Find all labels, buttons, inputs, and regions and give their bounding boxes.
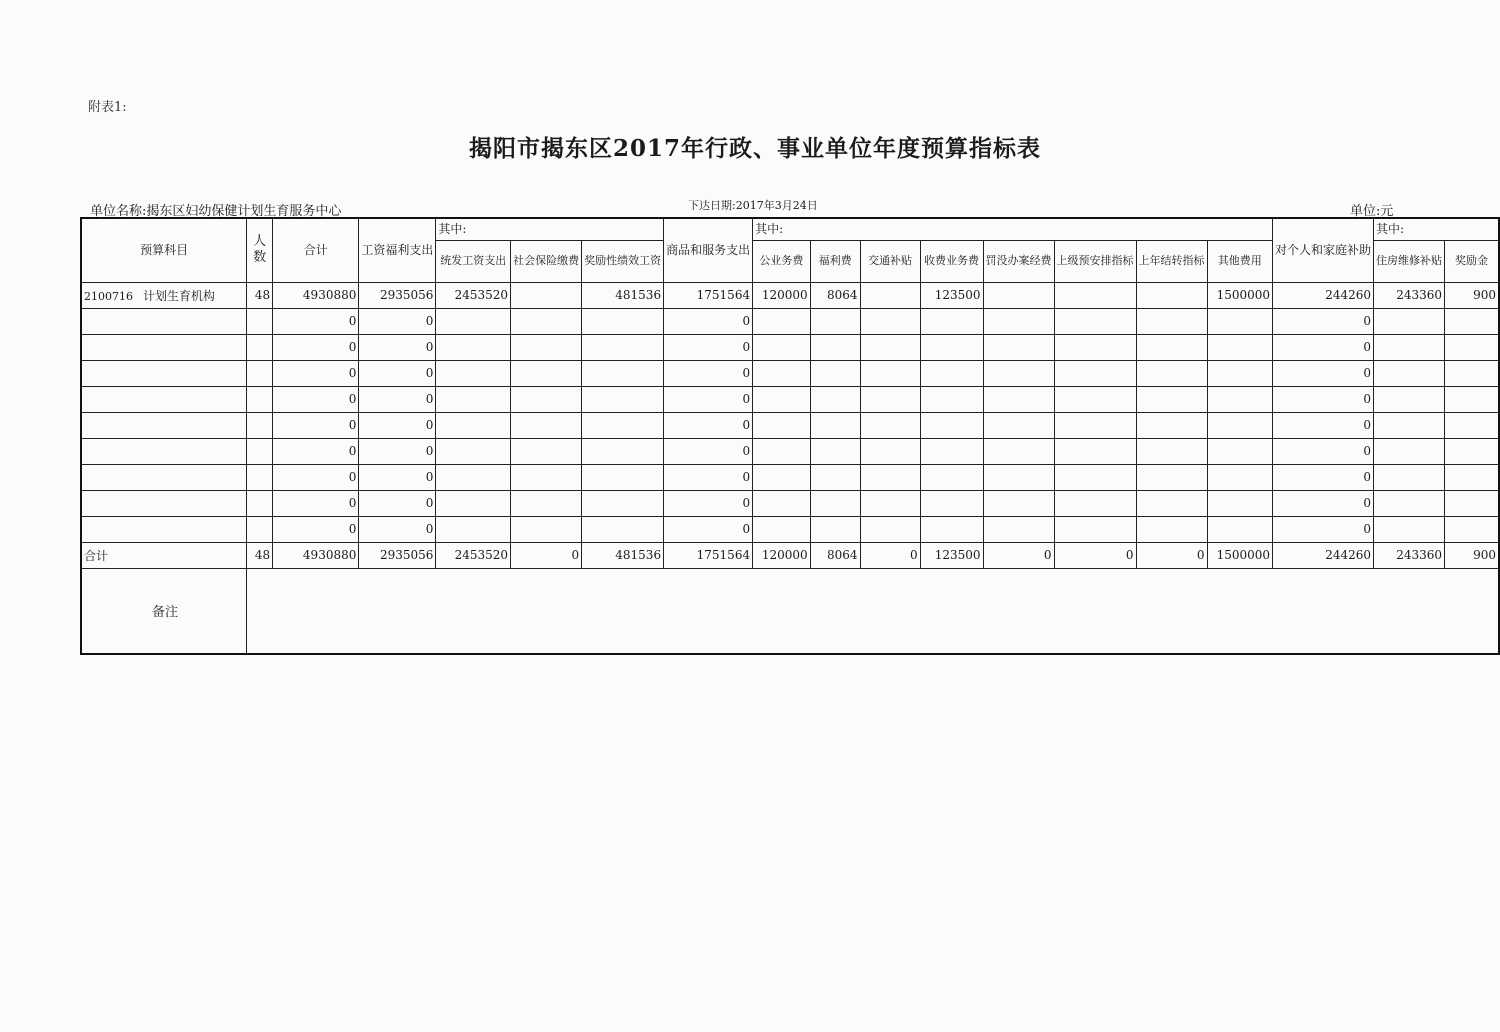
cell-bonus: [1445, 360, 1499, 386]
col-bonus: 奖励金: [1445, 240, 1499, 282]
cell-basic-wage: [436, 438, 511, 464]
row-subject: [81, 360, 247, 386]
cell-welfare: [810, 516, 860, 542]
col-personal-family: 对个人和家庭补助: [1273, 218, 1374, 282]
totals-social-insurance: 0: [511, 542, 582, 568]
budget-table: [80, 217, 1500, 655]
cell-social-insurance: [511, 464, 582, 490]
cell-headcount: [247, 490, 273, 516]
cell-performance-pay: 481536: [582, 282, 664, 308]
cell-transport: [860, 438, 920, 464]
cell-social-insurance: [511, 308, 582, 334]
cell-wage-welfare: 0: [359, 334, 436, 360]
cell-carryover: [1136, 386, 1207, 412]
table-row: [81, 438, 1499, 464]
cell-office: [753, 360, 811, 386]
cell-total: 0: [273, 334, 359, 360]
cell-fee-business: [920, 490, 983, 516]
totals-goods-services: 1751564: [664, 542, 753, 568]
cell-office: 120000: [753, 282, 811, 308]
col-basic-wage: 统发工资支出: [436, 240, 511, 282]
cell-office: [753, 386, 811, 412]
totals-transport: 0: [860, 542, 920, 568]
cell-carryover: [1136, 360, 1207, 386]
cell-transport: [860, 490, 920, 516]
cell-wage-welfare: 0: [359, 386, 436, 412]
cell-personal-family: 0: [1273, 438, 1374, 464]
cell-total: 0: [273, 386, 359, 412]
cell-performance-pay: [582, 360, 664, 386]
cell-office: [753, 516, 811, 542]
totals-wage-welfare: 2935056: [359, 542, 436, 568]
cell-headcount: [247, 438, 273, 464]
cell-other-costs: [1207, 308, 1273, 334]
cell-transport: [860, 516, 920, 542]
cell-personal-family: 0: [1273, 386, 1374, 412]
cell-welfare: [810, 334, 860, 360]
row-subject: [81, 386, 247, 412]
cell-bonus: [1445, 438, 1499, 464]
cell-basic-wage: [436, 464, 511, 490]
row-subject: [81, 490, 247, 516]
table-row: [81, 490, 1499, 516]
cell-goods-services: 0: [664, 360, 753, 386]
totals-label: 合计: [81, 542, 247, 568]
totals-personal-family: 244260: [1273, 542, 1374, 568]
table-row: [81, 334, 1499, 360]
subject-code: 2100716: [84, 289, 133, 303]
cell-headcount: [247, 386, 273, 412]
cell-fines-cases: [983, 412, 1054, 438]
cell-carryover: [1136, 464, 1207, 490]
cell-performance-pay: [582, 412, 664, 438]
cell-office: [753, 412, 811, 438]
cell-wage-welfare: 0: [359, 438, 436, 464]
row-subject: [81, 282, 247, 308]
subject-name: 计划生育机构: [143, 288, 216, 303]
cell-fines-cases: [983, 386, 1054, 412]
cell-superior-budget: [1054, 438, 1136, 464]
cell-fee-business: [920, 516, 983, 542]
cell-basic-wage: [436, 516, 511, 542]
totals-performance-pay: 481536: [582, 542, 664, 568]
col-headcount: 人数: [247, 218, 273, 282]
cell-welfare: [810, 360, 860, 386]
totals-housing-repair: 243360: [1374, 542, 1445, 568]
col-performance-pay: 奖励性绩效工资: [582, 240, 664, 282]
cell-housing-repair: [1374, 438, 1445, 464]
cell-personal-family: 0: [1273, 464, 1374, 490]
cell-fines-cases: [983, 308, 1054, 334]
cell-social-insurance: [511, 282, 582, 308]
cell-transport: [860, 412, 920, 438]
cell-superior-budget: [1054, 308, 1136, 334]
cell-social-insurance: [511, 334, 582, 360]
cell-superior-budget: [1054, 282, 1136, 308]
cell-bonus: [1445, 334, 1499, 360]
cell-welfare: [810, 412, 860, 438]
cell-personal-family: 0: [1273, 334, 1374, 360]
cell-office: [753, 438, 811, 464]
cell-basic-wage: [436, 490, 511, 516]
col-office: 公业务费: [753, 240, 811, 282]
cell-social-insurance: [511, 386, 582, 412]
cell-superior-budget: [1054, 412, 1136, 438]
totals-basic-wage: 2453520: [436, 542, 511, 568]
row-subject: [81, 438, 247, 464]
totals-bonus: 900: [1445, 542, 1499, 568]
cell-wage-welfare: 0: [359, 412, 436, 438]
cell-other-costs: [1207, 334, 1273, 360]
issue-date: 下达日期:2017年3月24日: [688, 199, 818, 212]
col-wage-welfare: 工资福利支出: [359, 218, 436, 282]
cell-headcount: 48: [247, 282, 273, 308]
table-row: [81, 360, 1499, 386]
cell-housing-repair: [1374, 308, 1445, 334]
table-row: [81, 464, 1499, 490]
cell-personal-family: 0: [1273, 412, 1374, 438]
cell-other-costs: [1207, 360, 1273, 386]
cell-personal-family: 0: [1273, 308, 1374, 334]
cell-other-costs: [1207, 516, 1273, 542]
cell-bonus: 900: [1445, 282, 1499, 308]
cell-headcount: [247, 360, 273, 386]
cell-social-insurance: [511, 360, 582, 386]
cell-carryover: [1136, 282, 1207, 308]
cell-fines-cases: [983, 438, 1054, 464]
cell-office: [753, 464, 811, 490]
cell-wage-welfare: 0: [359, 360, 436, 386]
cell-total: 0: [273, 438, 359, 464]
cell-fee-business: [920, 438, 983, 464]
cell-fee-business: [920, 334, 983, 360]
cell-bonus: [1445, 490, 1499, 516]
cell-wage-welfare: 0: [359, 490, 436, 516]
row-subject: [81, 464, 247, 490]
cell-total: 0: [273, 464, 359, 490]
cell-fee-business: [920, 464, 983, 490]
cell-other-costs: [1207, 438, 1273, 464]
cell-office: [753, 308, 811, 334]
currency-unit: 单位:元: [1350, 204, 1394, 219]
cell-basic-wage: [436, 360, 511, 386]
col-total: 合计: [273, 218, 359, 282]
cell-transport: [860, 360, 920, 386]
table-body: [81, 282, 1499, 542]
col-transport: 交通补贴: [860, 240, 920, 282]
unit-name: 单位名称:揭东区妇幼保健计划生育服务中心: [90, 204, 342, 219]
cell-goods-services: 0: [664, 438, 753, 464]
cell-goods-services: 0: [664, 412, 753, 438]
cell-fines-cases: [983, 516, 1054, 542]
cell-basic-wage: [436, 334, 511, 360]
row-subject: [81, 412, 247, 438]
cell-welfare: 8064: [810, 282, 860, 308]
row-subject: [81, 516, 247, 542]
cell-basic-wage: [436, 412, 511, 438]
cell-transport: [860, 334, 920, 360]
cell-personal-family: 244260: [1273, 282, 1374, 308]
cell-goods-services: 0: [664, 464, 753, 490]
cell-basic-wage: 2453520: [436, 282, 511, 308]
cell-housing-repair: 243360: [1374, 282, 1445, 308]
cell-total: 0: [273, 412, 359, 438]
cell-total: 4930880: [273, 282, 359, 308]
col-other-costs: 其他费用: [1207, 240, 1273, 282]
cell-social-insurance: [511, 516, 582, 542]
document-title: 揭阳市揭东区2017年行政、事业单位年度预算指标表: [468, 135, 1041, 162]
cell-housing-repair: [1374, 516, 1445, 542]
cell-fee-business: 123500: [920, 282, 983, 308]
cell-bonus: [1445, 412, 1499, 438]
cell-carryover: [1136, 438, 1207, 464]
col-personal-of-which: 其中:: [1374, 218, 1499, 240]
cell-personal-family: 0: [1273, 360, 1374, 386]
cell-total: 0: [273, 516, 359, 542]
col-goods-of-which: 其中:: [753, 218, 1273, 240]
cell-housing-repair: [1374, 412, 1445, 438]
cell-performance-pay: [582, 308, 664, 334]
cell-welfare: [810, 464, 860, 490]
table-row: [81, 412, 1499, 438]
cell-carryover: [1136, 516, 1207, 542]
cell-housing-repair: [1374, 334, 1445, 360]
cell-superior-budget: [1054, 516, 1136, 542]
cell-office: [753, 490, 811, 516]
cell-personal-family: 0: [1273, 490, 1374, 516]
cell-superior-budget: [1054, 360, 1136, 386]
col-wage-of-which: 其中:: [436, 218, 664, 240]
cell-goods-services: 1751564: [664, 282, 753, 308]
cell-social-insurance: [511, 438, 582, 464]
cell-fee-business: [920, 308, 983, 334]
cell-fines-cases: [983, 464, 1054, 490]
cell-carryover: [1136, 334, 1207, 360]
cell-transport: [860, 308, 920, 334]
cell-basic-wage: [436, 308, 511, 334]
col-carryover: 上年结转指标: [1136, 240, 1207, 282]
cell-fee-business: [920, 360, 983, 386]
totals-fines-cases: 0: [983, 542, 1054, 568]
cell-headcount: [247, 308, 273, 334]
cell-transport: [860, 464, 920, 490]
col-fee-business: 收费业务费: [920, 240, 983, 282]
cell-headcount: [247, 516, 273, 542]
cell-personal-family: 0: [1273, 516, 1374, 542]
cell-wage-welfare: 0: [359, 308, 436, 334]
table-row: [81, 308, 1499, 334]
col-welfare: 福利费: [810, 240, 860, 282]
table-row: [81, 516, 1499, 542]
totals-superior-budget: 0: [1054, 542, 1136, 568]
cell-fines-cases: [983, 360, 1054, 386]
cell-performance-pay: [582, 438, 664, 464]
cell-superior-budget: [1054, 386, 1136, 412]
cell-bonus: [1445, 516, 1499, 542]
cell-headcount: [247, 464, 273, 490]
cell-office: [753, 334, 811, 360]
cell-fines-cases: [983, 334, 1054, 360]
cell-wage-welfare: 0: [359, 516, 436, 542]
cell-superior-budget: [1054, 464, 1136, 490]
cell-other-costs: 1500000: [1207, 282, 1273, 308]
cell-total: 0: [273, 308, 359, 334]
cell-other-costs: [1207, 490, 1273, 516]
cell-goods-services: 0: [664, 334, 753, 360]
totals-office: 120000: [753, 542, 811, 568]
cell-fines-cases: [983, 490, 1054, 516]
cell-housing-repair: [1374, 386, 1445, 412]
remarks-row: [81, 568, 1499, 654]
cell-housing-repair: [1374, 464, 1445, 490]
cell-fines-cases: [983, 282, 1054, 308]
cell-carryover: [1136, 308, 1207, 334]
cell-total: 0: [273, 490, 359, 516]
cell-performance-pay: [582, 516, 664, 542]
cell-housing-repair: [1374, 490, 1445, 516]
totals-other-costs: 1500000: [1207, 542, 1273, 568]
cell-performance-pay: [582, 464, 664, 490]
row-subject: [81, 334, 247, 360]
cell-other-costs: [1207, 464, 1273, 490]
cell-goods-services: 0: [664, 490, 753, 516]
attachment-label: 附表1:: [88, 100, 127, 115]
col-goods-services: 商品和服务支出: [664, 218, 753, 282]
cell-headcount: [247, 334, 273, 360]
cell-welfare: [810, 438, 860, 464]
col-housing-repair: 住房维修补贴: [1374, 240, 1445, 282]
remarks-label: 备注: [81, 568, 247, 654]
cell-other-costs: [1207, 412, 1273, 438]
cell-wage-welfare: 0: [359, 464, 436, 490]
cell-bonus: [1445, 464, 1499, 490]
cell-wage-welfare: 2935056: [359, 282, 436, 308]
totals-total: 4930880: [273, 542, 359, 568]
cell-carryover: [1136, 490, 1207, 516]
totals-fee-business: 123500: [920, 542, 983, 568]
cell-welfare: [810, 308, 860, 334]
cell-total: 0: [273, 360, 359, 386]
cell-goods-services: 0: [664, 308, 753, 334]
cell-transport: [860, 386, 920, 412]
totals-row: [81, 542, 1499, 568]
cell-welfare: [810, 386, 860, 412]
table-row: [81, 386, 1499, 412]
cell-bonus: [1445, 386, 1499, 412]
cell-performance-pay: [582, 490, 664, 516]
cell-transport: [860, 282, 920, 308]
cell-basic-wage: [436, 386, 511, 412]
cell-goods-services: 0: [664, 386, 753, 412]
col-subject: 预算科目: [81, 218, 247, 282]
cell-superior-budget: [1054, 490, 1136, 516]
cell-performance-pay: [582, 334, 664, 360]
col-fines-cases: 罚没办案经费: [983, 240, 1054, 282]
cell-other-costs: [1207, 386, 1273, 412]
cell-superior-budget: [1054, 334, 1136, 360]
totals-headcount: 48: [247, 542, 273, 568]
cell-performance-pay: [582, 386, 664, 412]
cell-welfare: [810, 490, 860, 516]
cell-social-insurance: [511, 490, 582, 516]
cell-fee-business: [920, 412, 983, 438]
table-row: [81, 282, 1499, 308]
cell-social-insurance: [511, 412, 582, 438]
cell-carryover: [1136, 412, 1207, 438]
cell-housing-repair: [1374, 360, 1445, 386]
totals-carryover: 0: [1136, 542, 1207, 568]
cell-bonus: [1445, 308, 1499, 334]
col-superior-budget: 上级预安排指标: [1054, 240, 1136, 282]
col-social-insurance: 社会保险缴费: [511, 240, 582, 282]
cell-goods-services: 0: [664, 516, 753, 542]
totals-welfare: 8064: [810, 542, 860, 568]
remarks-value: [247, 568, 1499, 654]
cell-fee-business: [920, 386, 983, 412]
cell-headcount: [247, 412, 273, 438]
row-subject: [81, 308, 247, 334]
